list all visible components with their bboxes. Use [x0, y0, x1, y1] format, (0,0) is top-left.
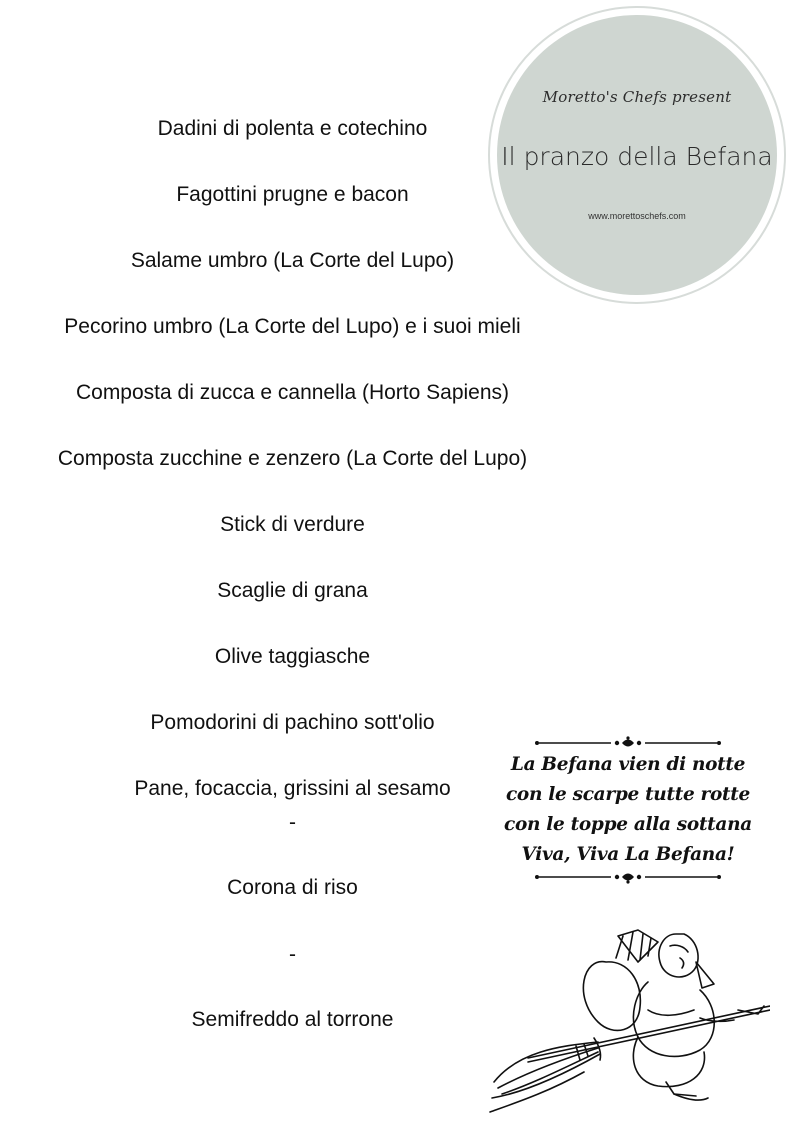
menu-item: Scaglie di grana	[217, 579, 368, 602]
menu-item: Stick di verdure	[220, 513, 365, 536]
page-title: Il pranzo della Befana	[501, 142, 773, 171]
badge-presents: Moretto's Chefs present	[542, 88, 732, 106]
menu-item: Composta zucchine e zenzero (La Corte del Lupo)	[57, 447, 528, 470]
rhyme-line: con le scarpe tutte rotte	[505, 784, 751, 805]
befana-rhyme	[492, 736, 764, 884]
menu-item: Semifreddo al torrone	[191, 1008, 394, 1031]
rhyme-line: con le toppe alla sottana	[504, 814, 752, 835]
menu-separator: -	[289, 943, 296, 966]
menu-item: Pecorino umbro (La Corte del Lupo) e i suoi mieli	[64, 315, 521, 338]
menu-item: Fagottini prugne e bacon	[176, 183, 409, 206]
menu-item: Pane, focaccia, grissini al sesamo	[134, 777, 451, 800]
befana-on-broomstick-icon	[488, 922, 770, 1118]
flourish-top-icon	[533, 736, 723, 750]
title-badge	[488, 6, 786, 304]
menu-item: Olive taggiasche	[214, 645, 371, 668]
menu-item: Pomodorini di pachino sott'olio	[150, 711, 435, 734]
menu-item: Salame umbro (La Corte del Lupo)	[130, 249, 455, 272]
menu-item: Corona di riso	[227, 876, 358, 899]
menu-item: Dadini di polenta e cotechino	[157, 117, 428, 140]
badge-url: www.morettoschefs.com	[588, 211, 686, 221]
menu-separator: -	[289, 811, 296, 834]
flourish-bottom-icon	[533, 870, 723, 884]
rhyme-line: La Befana vien di notte	[510, 754, 746, 775]
rhyme-line: Viva, Viva La Befana!	[521, 844, 735, 865]
menu-item: Composta di zucca e cannella (Horto Sapiens)	[75, 381, 510, 404]
